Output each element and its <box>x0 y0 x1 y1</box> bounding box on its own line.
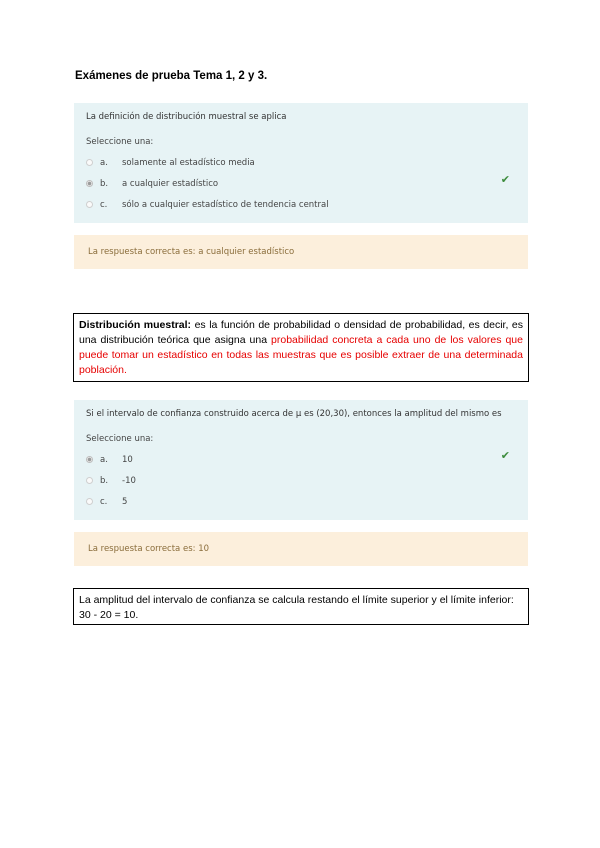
question-2-box <box>74 400 528 520</box>
check-icon: ✔ <box>500 173 510 186</box>
question-2-option-c[interactable] <box>86 491 516 512</box>
option-label: sólo a cualquier estadístico de tendencia central <box>122 199 329 210</box>
definition-highlight: probabilidad concreta a cada uno de los valores que puede tomar un estadístico en todas las muestras que es posible extraer de una determinada población. <box>79 334 523 376</box>
option-label: 10 <box>122 454 133 465</box>
check-icon: ✔ <box>500 449 510 462</box>
definition-term: Distribución muestral: <box>79 319 192 331</box>
radio-icon[interactable] <box>86 201 93 208</box>
question-2-option-b[interactable] <box>86 470 516 491</box>
option-letter: b. <box>100 475 109 486</box>
radio-selected-icon[interactable] <box>86 456 93 463</box>
option-label: 5 <box>122 496 128 507</box>
radio-icon[interactable] <box>86 159 93 166</box>
option-label: -10 <box>122 475 136 486</box>
question-1-box <box>74 103 528 223</box>
option-letter: c. <box>100 496 108 507</box>
question-1-option-b[interactable] <box>86 173 516 194</box>
definition-text: es la función de probabilidad o densidad de probabilidad, es decir, es una distribución teórica que asigna una <box>79 319 524 346</box>
question-1-prompt: Seleccione una: <box>86 137 154 147</box>
question-2-option-a[interactable] <box>86 449 516 470</box>
option-letter: c. <box>100 199 108 210</box>
question-1-option-c[interactable] <box>86 194 516 215</box>
radio-icon[interactable] <box>86 498 93 505</box>
page-title: Exámenes de prueba Tema 1, 2 y 3. <box>75 70 268 82</box>
option-letter: a. <box>100 454 108 465</box>
question-2-prompt: Seleccione una: <box>86 434 154 444</box>
radio-selected-icon[interactable] <box>86 180 93 187</box>
question-1-text: La definición de distribución muestral se aplica <box>86 112 287 122</box>
question-1-option-a[interactable] <box>86 152 516 173</box>
question-2-answer: La respuesta correcta es: 10 <box>74 532 528 566</box>
explanation-note: La amplitud del intervalo de confianza se calcula restando el límite superior y el límite inferior: 30 - 20 = 10. <box>73 588 529 625</box>
definition-note <box>73 313 529 382</box>
option-letter: b. <box>100 178 109 189</box>
radio-icon[interactable] <box>86 477 93 484</box>
option-letter: a. <box>100 157 108 168</box>
question-2-text: Si el intervalo de confianza construido acerca de μ es (20,30), entonces la amplitud del mismo es <box>86 409 502 419</box>
option-label: a cualquier estadístico <box>122 178 219 189</box>
option-label: solamente al estadístico media <box>122 157 255 168</box>
question-1-answer: La respuesta correcta es: a cualquier estadístico <box>74 235 528 269</box>
